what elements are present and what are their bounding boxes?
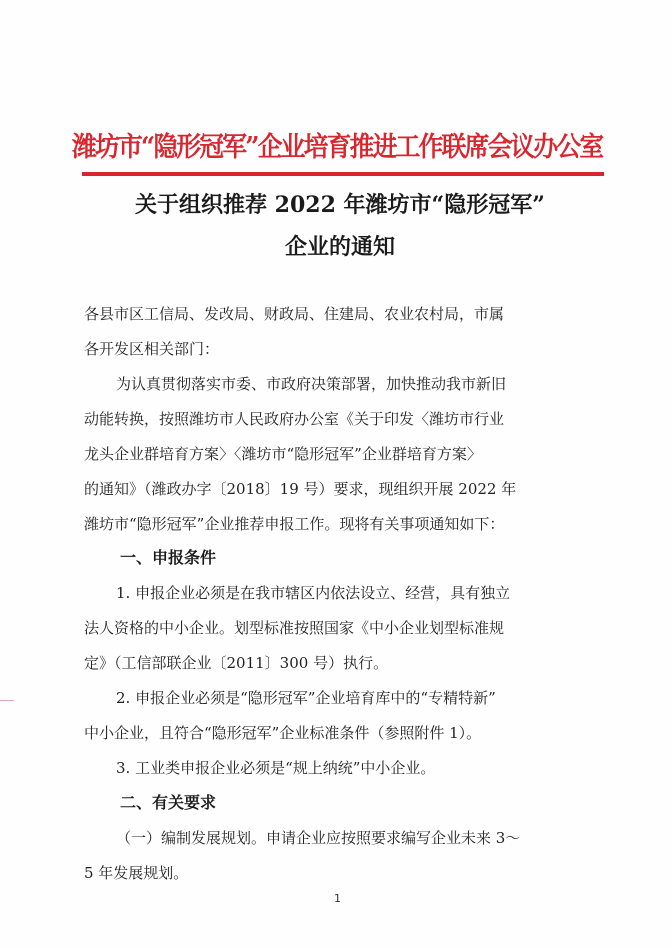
paragraph-line: 的通知》（潍政办字〔2018〕19 号）要求，现组织开展 2022 年 — [84, 480, 517, 498]
document-title-line-1: 关于组织推荐 2022 年潍坊市“隐形冠军” — [135, 192, 545, 218]
paragraph-line: 5 年发展规划。 — [84, 864, 189, 882]
paragraph-line: 1. 申报企业必须是在我市辖区内依法设立、经营，具有独立 — [116, 584, 511, 602]
paragraph-line: 定》（工信部联企业〔2011〕300 号）执行。 — [84, 654, 389, 672]
masthead-red-rule — [82, 172, 604, 176]
paragraph-line: 龙头企业群培育方案〉〈潍坊市“隐形冠军”企业群培育方案〉 — [84, 445, 482, 463]
margin-mark — [0, 700, 14, 701]
addressee-line-2: 各开发区相关部门： — [84, 340, 220, 358]
section-heading-2: 二、有关要求 — [120, 793, 217, 812]
addressee-line-1: 各县市区工信局、发改局、财政局、住建局、农业农村局，市属 — [84, 305, 505, 323]
paragraph-line: 2. 申报企业必须是“隐形冠军”企业培育库中的“专精特新” — [116, 689, 496, 707]
paragraph-line: 潍坊市“隐形冠军”企业推荐申报工作。现将有关事项通知如下： — [84, 515, 505, 533]
document-title-line-2: 企业的通知 — [285, 234, 396, 260]
paragraph-line: （一）编制发展规划。申请企业应按照要求编写企业未来 3～ — [116, 829, 521, 847]
section-heading-1: 一、申报条件 — [120, 548, 217, 567]
masthead-title: 潍坊市“隐形冠军”企业培育推进工作联席会议办公室 — [72, 132, 603, 163]
page-number: 1 — [334, 892, 341, 905]
paragraph-line: 3. 工业类申报企业必须是“规上纳统”中小企业。 — [116, 759, 436, 777]
paragraph-line: 中小企业，且符合“隐形冠军”企业标准条件（参照附件 1）。 — [84, 724, 482, 742]
paragraph-line: 动能转换，按照潍坊市人民政府办公室《关于印发〈潍坊市行业 — [84, 410, 505, 428]
paragraph-line: 法人资格的中小企业。划型标准按照国家《中小企业划型标准规 — [84, 619, 505, 637]
paragraph-line: 为认真贯彻落实市委、市政府决策部署，加快推动我市新旧 — [116, 375, 507, 393]
